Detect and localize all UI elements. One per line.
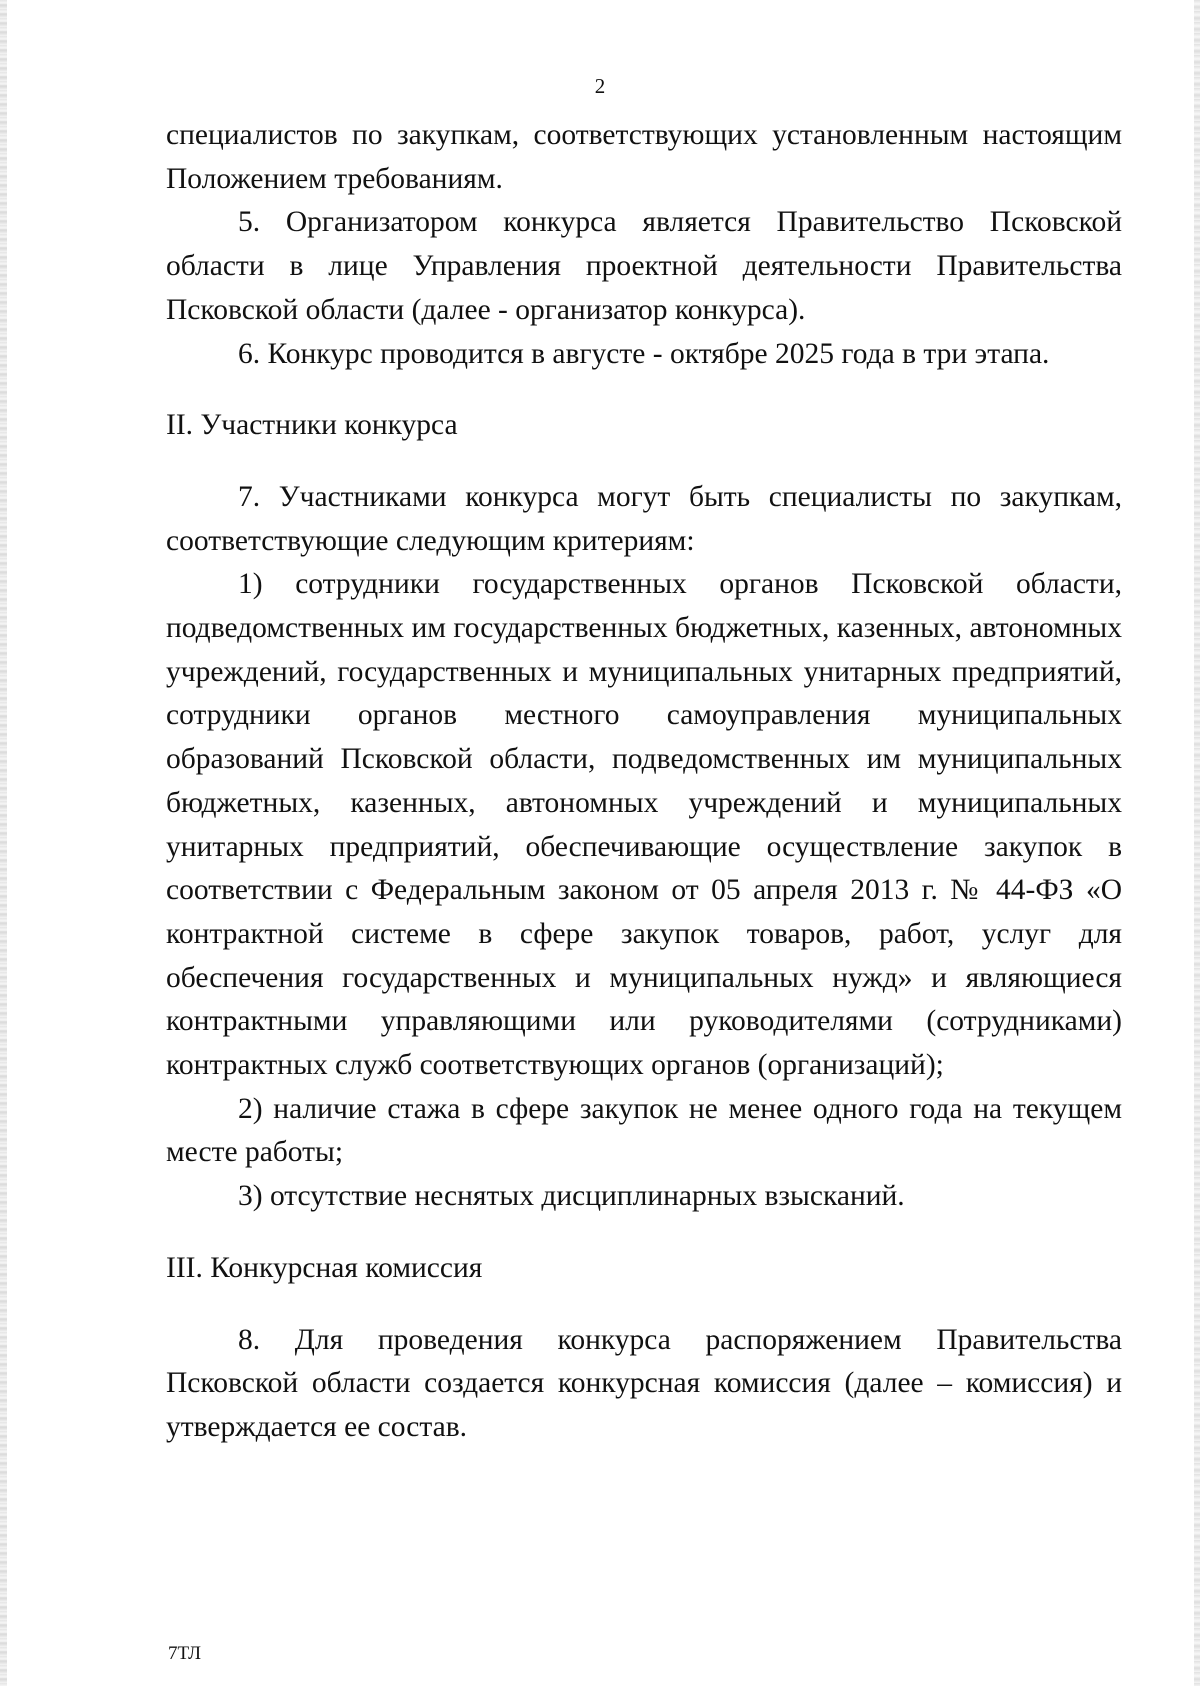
paragraph-7: 7. Участниками конкурса могут быть специалисты по закупкам, соответствующие следующим критериям: [166, 480, 1122, 557]
footer-code: 7ТЛ [168, 1643, 202, 1664]
scan-edge-left [0, 0, 7, 1686]
document-body [166, 114, 1122, 1450]
paragraph-6: 6. Конкурс проводится в августе - октябре 2025 года в три этапа. [238, 337, 1050, 370]
section-heading-participants: II. Участники конкурса [166, 409, 458, 442]
criterion-2: 2) наличие стажа в сфере закупок не менее одного года на текущем месте работы; [166, 1092, 1122, 1169]
section-heading-commission: III. Конкурсная комиссия [166, 1251, 483, 1284]
paragraph-8: 8. Для проведения конкурса распоряжением Правительства Псковской области создается конкурсная комиссия (далее – комиссия) и утверждается ее состав. [166, 1323, 1122, 1443]
page-number: 2 [594, 74, 606, 98]
paragraph-continuation: специалистов по закупкам, соответствующих установленным настоящим Положением требованиям. [166, 119, 1122, 195]
criterion-1: 1) сотрудники государственных органов Псковской области, подведомственных им государственных бюджетных, казенных, автономных учреждений, государственных и муниципальных унитарных предприятий, сотрудники органов местного самоуправления муниципальных образований Псковской области, подведомственных им муниципальных бюджетных, казенных, автономных учреждений и муниципальных унитарных предприятий, обеспечивающие осуществление закупок в соответствии с Федеральным законом от 05 апреля 2013 г. № 44-ФЗ «О контрактной системе в сфере закупок товаров, работ, услуг для обеспечения государственных и муниципальных нужд» и являющиеся контрактными управляющими или руководителями (сотрудниками) контрактных служб соответствующих органов (организаций); [166, 568, 1122, 1082]
paragraph-5: 5. Организатором конкурса является Правительство Псковской области в лице Управления проектной деятельности Правительства Псковской области (далее - организатор конкурса). [166, 206, 1122, 326]
criterion-3: 3) отсутствие неснятых дисциплинарных взысканий. [238, 1180, 905, 1213]
scan-edge-right [1194, 0, 1200, 1686]
